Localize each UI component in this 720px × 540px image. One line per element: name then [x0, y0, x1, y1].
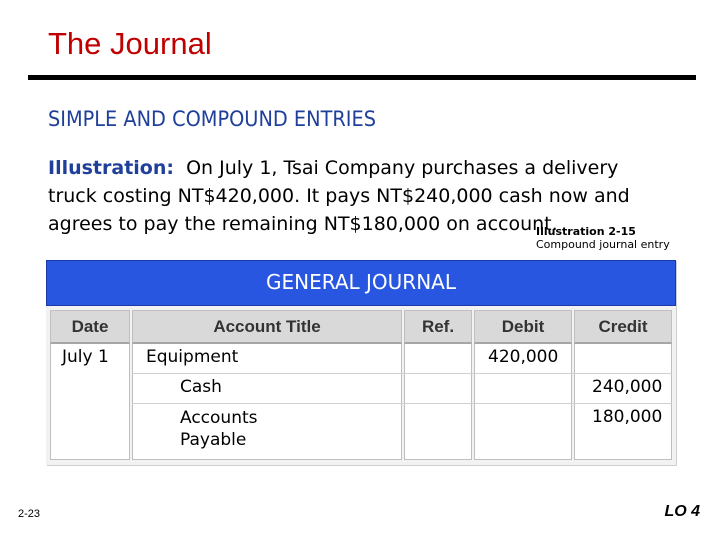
- title-divider: [28, 75, 696, 80]
- column-header-account-title: Account Title: [132, 310, 402, 344]
- column-header-credit: Credit: [574, 310, 672, 344]
- column-header-ref: Ref.: [404, 310, 472, 344]
- entry-date: July 1: [62, 347, 109, 367]
- journal-header-label: GENERAL JOURNAL: [266, 270, 456, 294]
- row-divider: [132, 403, 672, 404]
- column-header-debit: Debit: [474, 310, 572, 344]
- entry-account-cash: Cash: [180, 377, 222, 397]
- page-number: 2-23: [18, 508, 41, 520]
- learning-objective: LO 4: [664, 503, 700, 520]
- entry-debit-equipment: 420,000: [488, 347, 559, 367]
- entry-credit-cash: 240,000: [592, 377, 663, 397]
- entry-account-accounts-payable: [180, 407, 258, 451]
- general-journal: [46, 260, 676, 465]
- section-subtitle: SIMPLE AND COMPOUND ENTRIES: [48, 107, 376, 131]
- entry-account-accounts-payable-line1: Accounts: [180, 408, 258, 428]
- illustration-reference: [536, 225, 670, 251]
- entry-credit-accounts-payable: 180,000: [592, 407, 663, 427]
- journal-header: [46, 260, 676, 306]
- illustration-lead: Illustration:: [48, 157, 174, 179]
- entry-account-accounts-payable-line2: Payable: [180, 430, 247, 450]
- entry-account-equipment: Equipment: [146, 347, 239, 367]
- row-divider: [132, 373, 672, 374]
- illustration-caption: Compound journal entry: [536, 238, 670, 251]
- illustration-line-2: truck costing NT$420,000. It pays NT$240,000 cash now and: [48, 185, 630, 207]
- illustration-number: Illustration 2-15: [536, 225, 636, 238]
- illustration-line-1: [48, 154, 688, 182]
- column-body-ref: [404, 344, 472, 460]
- column-body-credit: [574, 344, 672, 460]
- column-header-date: Date: [50, 310, 130, 344]
- illustration-line-3: agrees to pay the remaining NT$180,000 on account.: [48, 213, 558, 235]
- slide-title: The Journal: [48, 26, 212, 61]
- illustration-line-1-text: On July 1, Tsai Company purchases a delivery: [186, 157, 619, 179]
